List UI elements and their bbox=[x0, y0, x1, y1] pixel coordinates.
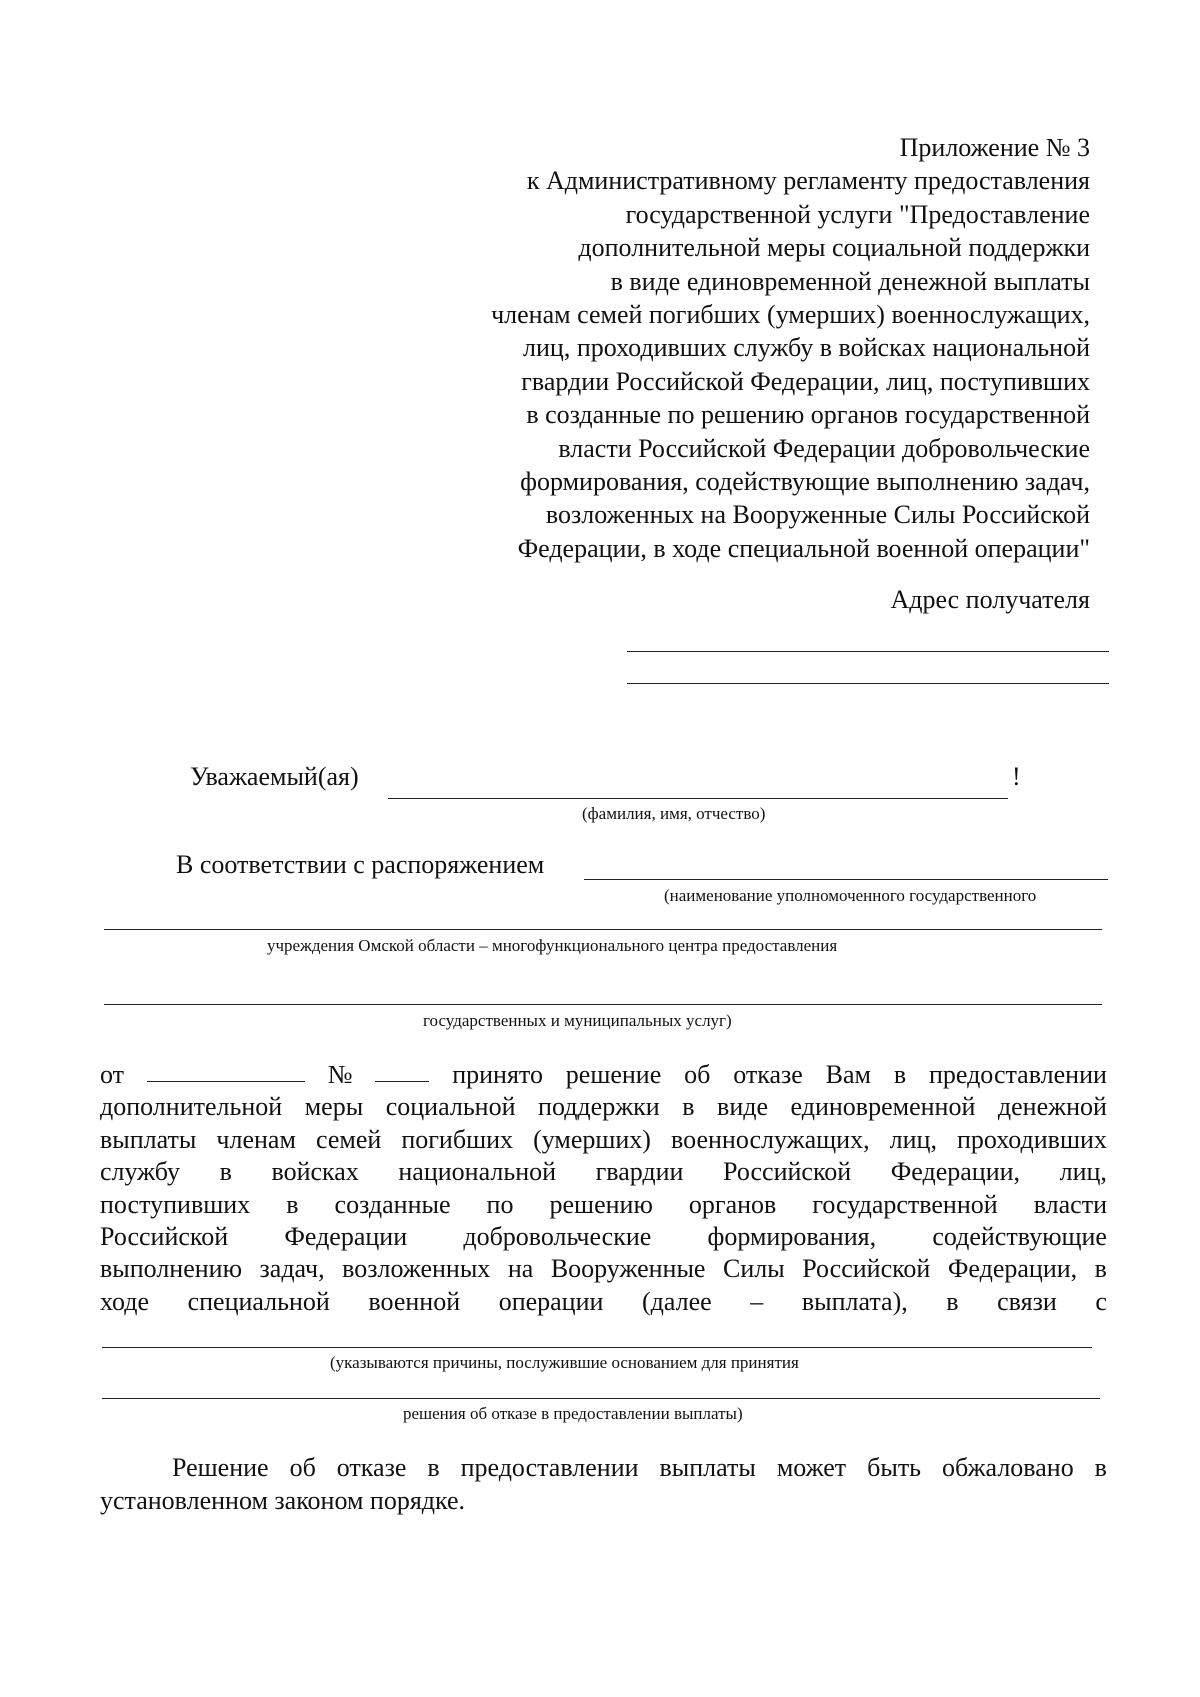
decision-line bbox=[100, 1286, 1107, 1318]
appendix-line: членам семей погибших (умерших) военнослужащих, bbox=[491, 300, 1090, 330]
decision-word: в bbox=[219, 1157, 232, 1187]
decision-word: формирования, bbox=[707, 1221, 877, 1251]
recipient-address-label: Адрес получателя bbox=[890, 585, 1090, 614]
decision-word: Силы bbox=[722, 1254, 785, 1284]
decision-word: решению bbox=[549, 1189, 653, 1219]
decision-word: Федерации, bbox=[947, 1254, 1078, 1284]
decision-word: единовременной bbox=[790, 1092, 976, 1122]
decision-word: семей bbox=[315, 1124, 382, 1154]
decision-word: социальной bbox=[385, 1092, 516, 1122]
decision-word: проходивших bbox=[957, 1124, 1107, 1154]
decision-word: принято bbox=[452, 1060, 543, 1089]
decision-line bbox=[100, 1124, 1107, 1156]
appeal-line-2: установленном законом порядке. bbox=[100, 1485, 466, 1515]
decision-word: выплата), bbox=[801, 1286, 908, 1316]
appendix-line: Федерации, в ходе специальной военной операции" bbox=[517, 533, 1090, 563]
decision-word: (умерших) bbox=[533, 1124, 651, 1154]
decision-word: лиц, bbox=[889, 1124, 937, 1154]
decision-word: войсках bbox=[271, 1157, 359, 1187]
decision-line-1 bbox=[100, 1059, 1107, 1091]
order-intro-text: В соответствии с распоряжением bbox=[176, 850, 545, 879]
order-caption-2: учреждения Омской области – многофункционального центра предоставления bbox=[267, 936, 838, 955]
decision-word: в bbox=[286, 1189, 299, 1219]
appeal-word: выплаты bbox=[659, 1453, 756, 1482]
appendix-line: к Административному регламенту предоставления bbox=[526, 166, 1090, 196]
decision-word: выплаты bbox=[100, 1124, 197, 1154]
decision-word: об bbox=[684, 1060, 711, 1089]
decision-word: содействующие bbox=[932, 1221, 1107, 1251]
decision-word: погибших bbox=[401, 1124, 513, 1154]
decision-word: созданные bbox=[334, 1189, 451, 1219]
decision-word: выполнению bbox=[100, 1254, 242, 1284]
decision-word: связи bbox=[997, 1286, 1057, 1316]
reason-caption-1: (указываются причины, послужившие основанием для принятия bbox=[330, 1353, 799, 1372]
order-caption-3: государственных и муниципальных услуг) bbox=[423, 1011, 732, 1030]
decision-line bbox=[100, 1189, 1107, 1221]
number-field[interactable] bbox=[375, 1059, 429, 1082]
decision-word: службу bbox=[100, 1157, 181, 1187]
appendix-line: государственной услуги "Предоставление bbox=[625, 199, 1090, 229]
decision-word: Вам bbox=[825, 1060, 871, 1089]
decision-word: операции bbox=[498, 1286, 604, 1316]
decision-word: ходе bbox=[100, 1286, 150, 1316]
decision-line bbox=[100, 1091, 1107, 1123]
date-field[interactable] bbox=[147, 1059, 305, 1082]
decision-word: Российской bbox=[723, 1157, 852, 1187]
decision-word: задач, bbox=[259, 1254, 325, 1284]
address-field-line-2[interactable] bbox=[627, 683, 1109, 684]
reason-field-line-1[interactable] bbox=[102, 1347, 1092, 1348]
decision-word: отказе bbox=[733, 1060, 803, 1089]
appendix-line: власти Российской Федерации добровольческие bbox=[558, 433, 1090, 463]
decision-paragraph bbox=[100, 1059, 1107, 1318]
decision-word: поступивших bbox=[100, 1189, 251, 1219]
appendix-header bbox=[390, 131, 1090, 565]
reason-caption-2: решения об отказе в предоставлении выплаты) bbox=[403, 1404, 743, 1423]
decision-word: меры bbox=[304, 1092, 364, 1122]
address-field-line-1[interactable] bbox=[627, 651, 1109, 652]
salutation-exclamation: ! bbox=[1012, 762, 1021, 791]
decision-word: возложенных bbox=[342, 1254, 491, 1284]
appeal-word: в bbox=[427, 1453, 440, 1482]
decision-word: решение bbox=[565, 1060, 662, 1089]
appeal-word: быть bbox=[867, 1453, 922, 1482]
decision-word: Федерации, bbox=[890, 1157, 1021, 1187]
appendix-line: гвардии Российской Федерации, лиц, поступивших bbox=[521, 366, 1090, 396]
appendix-line: в созданные по решению органов государственной bbox=[526, 400, 1090, 430]
decision-word: членам bbox=[216, 1124, 296, 1154]
order-caption-1: (наименование уполномоченного государственного bbox=[664, 886, 1037, 905]
appeal-line-1 bbox=[100, 1452, 1107, 1485]
decision-word: денежной bbox=[997, 1092, 1107, 1122]
decision-word: военной bbox=[368, 1286, 461, 1316]
decision-word: с bbox=[1095, 1286, 1107, 1316]
decision-word: (далее bbox=[642, 1286, 712, 1316]
appeal-word: обжаловано bbox=[942, 1453, 1074, 1482]
decision-word: Федерации bbox=[284, 1221, 408, 1251]
decision-line bbox=[100, 1221, 1107, 1253]
decision-word: в bbox=[1094, 1254, 1107, 1284]
appendix-line: формирования, содействующие выполнению задач, bbox=[520, 467, 1090, 497]
decision-word: Российской bbox=[100, 1221, 229, 1251]
decision-word: органов bbox=[688, 1189, 777, 1219]
decision-word: гвардии bbox=[595, 1157, 684, 1187]
decision-word: власти bbox=[1033, 1189, 1107, 1219]
appendix-line: Приложение № 3 bbox=[899, 133, 1090, 162]
services-field-line[interactable] bbox=[104, 1004, 1102, 1005]
decision-word: государственной bbox=[812, 1189, 998, 1219]
decision-word: в bbox=[893, 1060, 907, 1089]
decision-line bbox=[100, 1253, 1107, 1285]
salutation-text: Уважаемый(ая) bbox=[190, 762, 359, 791]
appeal-word: Решение bbox=[172, 1453, 269, 1482]
decision-word: в bbox=[682, 1092, 695, 1122]
decision-word: Российской bbox=[802, 1254, 931, 1284]
appendix-line: дополнительной меры социальной поддержки bbox=[578, 233, 1090, 263]
decision-word: на bbox=[507, 1254, 534, 1284]
order-field-line[interactable] bbox=[584, 879, 1108, 880]
full-name-field-line[interactable] bbox=[388, 798, 1008, 799]
appendix-line: возложенных на Вооруженные Силы Российской bbox=[545, 500, 1090, 530]
decision-word: национальной bbox=[398, 1157, 557, 1187]
decision-word: дополнительной bbox=[100, 1092, 283, 1122]
decision-word: в bbox=[946, 1286, 959, 1316]
institution-field-line[interactable] bbox=[104, 929, 1102, 930]
decision-line bbox=[100, 1156, 1107, 1188]
decision-word: предоставлении bbox=[928, 1060, 1107, 1089]
full-name-caption: (фамилия, имя, отчество) bbox=[582, 804, 766, 823]
decision-word: специальной bbox=[187, 1286, 330, 1316]
appeal-word: предоставлении bbox=[460, 1453, 639, 1482]
reason-field-line-2[interactable] bbox=[102, 1398, 1100, 1399]
decision-word: Вооруженные bbox=[550, 1254, 706, 1284]
decision-word: – bbox=[750, 1286, 764, 1316]
appendix-line: в виде единовременной денежной выплаты bbox=[610, 266, 1090, 296]
number-label: № bbox=[327, 1060, 353, 1089]
decision-word: поддержки bbox=[538, 1092, 660, 1122]
decision-word: виде bbox=[717, 1092, 769, 1122]
appeal-word: может bbox=[776, 1453, 847, 1482]
from-label: от bbox=[100, 1060, 125, 1089]
decision-word: добровольческие bbox=[463, 1221, 652, 1251]
appeal-word: отказе bbox=[336, 1453, 407, 1482]
appeal-paragraph bbox=[100, 1452, 1107, 1517]
appendix-line: лиц, проходивших службу в войсках национальной bbox=[523, 333, 1090, 363]
appeal-word: в bbox=[1094, 1453, 1107, 1482]
appeal-word: об bbox=[289, 1453, 316, 1482]
decision-word: по bbox=[486, 1189, 514, 1219]
decision-word: военнослужащих, bbox=[671, 1124, 870, 1154]
decision-word: лиц, bbox=[1059, 1157, 1107, 1187]
